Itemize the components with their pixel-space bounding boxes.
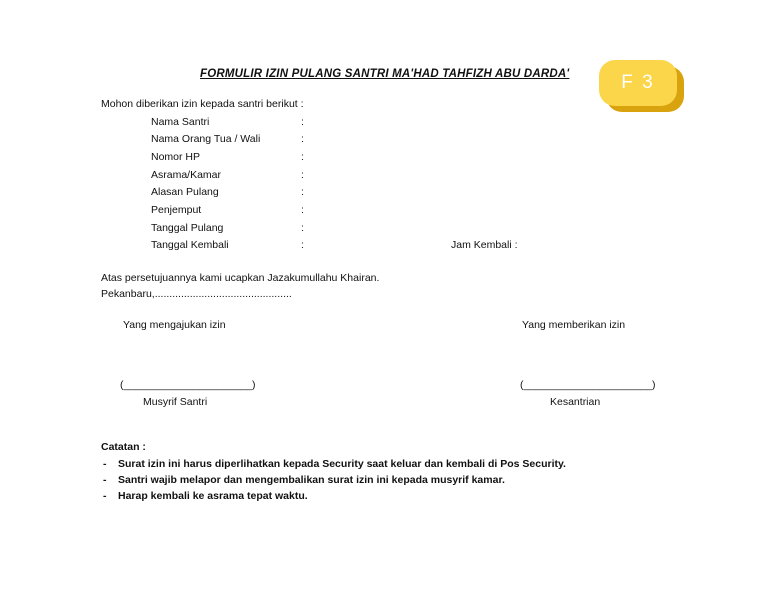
signature-right-line: (______________________) <box>520 379 656 391</box>
place-date: Pekanbaru,............................................... <box>101 288 292 300</box>
field-label-penjemput: Penjemput <box>151 204 202 216</box>
signature-right-name: Kesantrian <box>550 396 601 408</box>
note-bullet: - <box>103 458 107 470</box>
field-label-nomor-hp: Nomor HP <box>151 151 201 163</box>
field-colon: : <box>301 116 304 128</box>
field-colon: : <box>301 169 304 181</box>
field-label-alasan-pulang: Alasan Pulang <box>151 186 219 198</box>
jam-kembali-label: Jam Kembali : <box>451 239 518 251</box>
field-label-nama-orang-tua: Nama Orang Tua / Wali <box>151 133 261 145</box>
field-colon: : <box>301 239 304 251</box>
field-label-nama-santri: Nama Santri <box>151 116 210 128</box>
signature-left-line: (______________________) <box>120 379 256 391</box>
field-label-tanggal-kembali: Tanggal Kembali <box>151 239 229 251</box>
signature-left-name: Musyrif Santri <box>143 396 208 408</box>
field-colon: : <box>301 133 304 145</box>
notes-heading: Catatan : <box>101 441 146 453</box>
form-code-badge: F 3 <box>599 60 677 106</box>
intro-text: Mohon diberikan izin kepada santri berikut : <box>101 98 304 110</box>
note-bullet: - <box>103 474 107 486</box>
field-colon: : <box>301 151 304 163</box>
field-colon: : <box>301 204 304 216</box>
closing-text: Atas persetujuannya kami ucapkan Jazakumullahu Khairan. <box>101 272 380 284</box>
note-item: Santri wajib melapor dan mengembalikan surat izin ini kepada musyrif kamar. <box>118 474 505 486</box>
note-item: Harap kembali ke asrama tepat waktu. <box>118 490 308 502</box>
form-title: FORMULIR IZIN PULANG SANTRI MA'HAD TAHFIZH ABU DARDA' <box>200 68 570 80</box>
field-label-asrama-kamar: Asrama/Kamar <box>151 169 222 181</box>
note-item: Surat izin ini harus diperlihatkan kepada Security saat keluar dan kembali di Pos Security. <box>118 458 566 470</box>
signature-right-heading: Yang memberikan izin <box>522 319 626 331</box>
signature-left-heading: Yang mengajukan izin <box>123 319 226 331</box>
note-bullet: - <box>103 490 107 502</box>
field-label-tanggal-pulang: Tanggal Pulang <box>151 222 224 234</box>
field-colon: : <box>301 186 304 198</box>
field-colon: : <box>301 222 304 234</box>
